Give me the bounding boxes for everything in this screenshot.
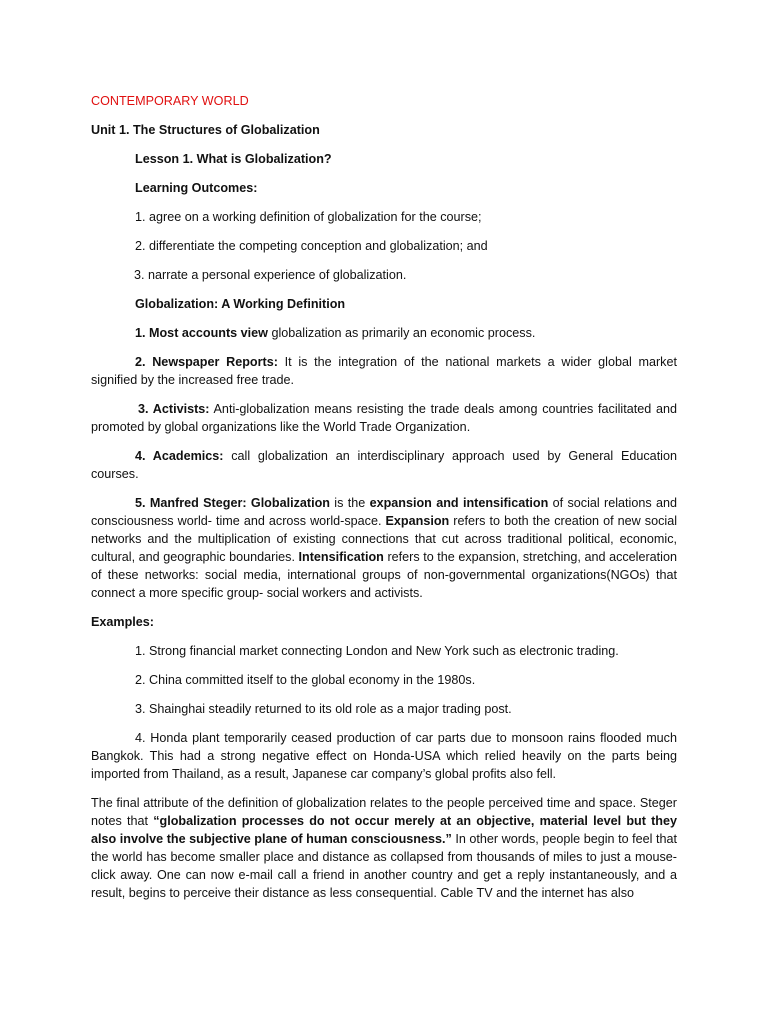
definition-text: call globalization an interdisciplinary approach used by General Education courses. (91, 449, 677, 481)
definition-text: of social relations and consciousness world- time and across world-space. (91, 496, 678, 528)
unit-title: Unit 1. The Structures of Globalization (91, 123, 320, 137)
document-heading: CONTEMPORARY WORLD (91, 94, 249, 108)
example-item: 4. Honda plant temporarily ceased production of car parts due to monsoon rains flooded much Bangkok. This had a strong negative effect on Honda-USA which relied heavily on the parts being imported from Thailand, as a result, Japanese car company’s global profits also fell. (91, 731, 677, 781)
definition-text: It is the integration of the national markets a wider global market signified by the increased free trade. (91, 355, 677, 387)
quote-text: “globalization processes do not occur merely at an objective, material level but they also involve the subjective plane of human consciousness.” (91, 814, 678, 846)
definition-label: 3. Activists: (138, 402, 210, 416)
outcome-item: 2. differentiate the competing conception and globalization; and (135, 239, 488, 253)
definition-label: 1. Most accounts view (135, 326, 268, 340)
definition-item (91, 494, 677, 602)
definition-label: 2. Newspaper Reports: (135, 355, 278, 369)
final-paragraph (91, 794, 677, 902)
definition-item (91, 447, 677, 483)
example-item: 2. China committed itself to the global economy in the 1980s. (135, 673, 476, 687)
definition-text: refers to both the creation of new social networks and the multiplication of existing connections that cut across traditional political, economic, cultural, and geographic boundaries. (91, 514, 677, 564)
examples-title: Examples: (91, 615, 154, 629)
working-definition-title: Globalization: A Working Definition (135, 297, 346, 311)
definition-label: 4. Academics: (135, 449, 224, 463)
definition-item (91, 324, 677, 342)
definition-label: 5. Manfred Steger: Globalization (135, 496, 330, 510)
definition-text: Anti-globalization means resisting the trade deals among countries facilitated and promoted by global organizations like the World Trade Organization. (91, 402, 677, 434)
paragraph-text: The final attribute of the definition of globalization relates to the people perceived time and space. Steger notes that (91, 796, 677, 828)
example-item: 1. Strong financial market connecting London and New York such as electronic trading. (135, 644, 619, 658)
emphasis-text: Intensification (298, 550, 384, 564)
definition-text: refers to the expansion, stretching, and acceleration of these networks: social media, international groups of non-governmental organizations(NGOs) that connect a more specific group- social workers and activists. (91, 550, 677, 600)
definition-text: globalization as primarily an economic process. (267, 326, 536, 340)
emphasis-text: expansion and intensification (369, 496, 549, 510)
learning-outcomes-title: Learning Outcomes: (135, 181, 258, 195)
outcome-item: 3. narrate a personal experience of globalization. (134, 268, 407, 282)
definition-item (91, 353, 677, 389)
paragraph-text: In other words, people begin to feel that the world has become smaller place and distance as collapsed from thousands of miles to just a mouse-click away. One can now e-mail call a friend in another country and get a reply instantaneously, and a result, begins to perceive their distance as less consequential. Cable TV and the internet has also (91, 832, 677, 900)
example-item: 3. Shainghai steadily returned to its old role as a major trading post. (135, 702, 512, 716)
lesson-title: Lesson 1. What is Globalization? (135, 152, 332, 166)
definition-item (91, 400, 677, 436)
emphasis-text: Expansion (385, 514, 450, 528)
document-body (91, 92, 677, 913)
definition-text: is the (329, 496, 370, 510)
outcome-item: 1. agree on a working definition of globalization for the course; (135, 210, 482, 224)
